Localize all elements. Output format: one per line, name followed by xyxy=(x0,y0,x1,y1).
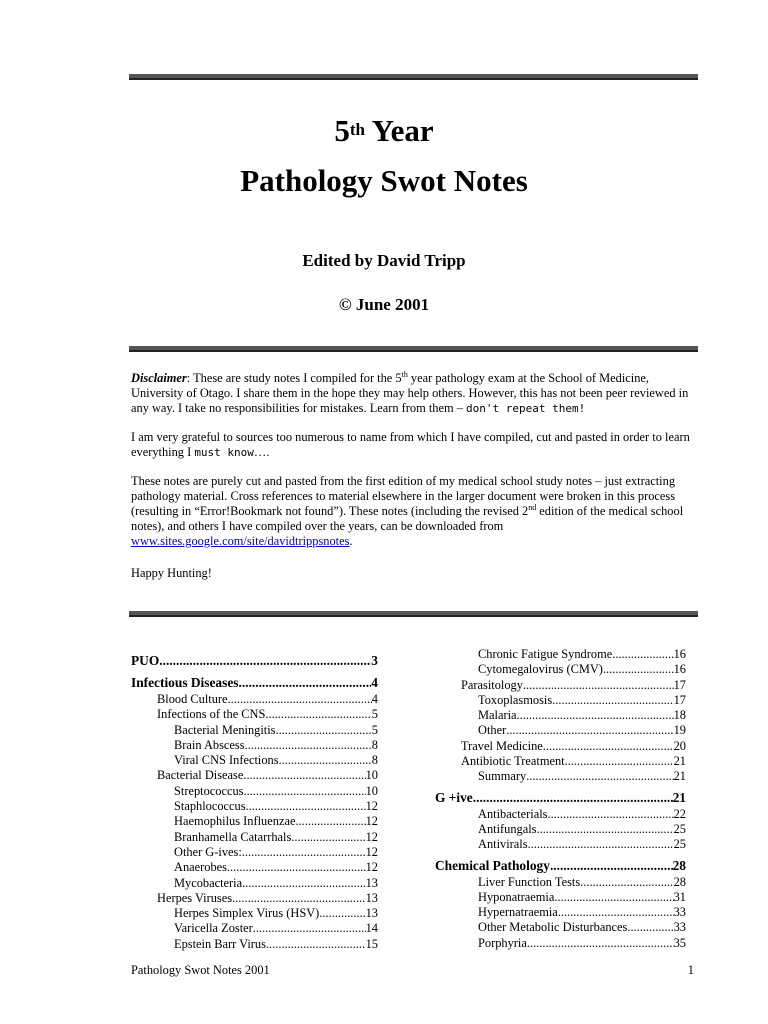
toc-leader-dots xyxy=(558,905,674,920)
toc-leader-dots xyxy=(517,708,674,723)
toc-entry-label: Summary xyxy=(478,769,527,784)
title-year xyxy=(0,113,768,149)
toc-entry[interactable] xyxy=(435,890,686,905)
toc-heading-entry[interactable] xyxy=(131,674,378,692)
toc-entry-label: Bacterial Disease xyxy=(157,768,244,783)
toc-entry-label: Bacterial Meningitis xyxy=(174,722,276,737)
footer-page-number: 1 xyxy=(687,963,694,977)
toc-entry[interactable] xyxy=(435,647,686,662)
disclaimer-label: Disclaimer xyxy=(131,371,187,385)
toc-entry-page: 8 xyxy=(371,753,378,768)
toc-leader-dots xyxy=(244,784,366,799)
gratitude-emphasis: must know xyxy=(194,446,254,459)
toc-leader-dots xyxy=(612,647,673,662)
toc-entry[interactable] xyxy=(435,807,686,822)
toc-entry-page: 28 xyxy=(672,857,686,873)
toc-entry[interactable] xyxy=(131,921,378,936)
toc-leader-dots xyxy=(232,891,366,906)
toc-entry[interactable] xyxy=(435,769,686,784)
toc-entry[interactable] xyxy=(435,739,686,754)
footer-title: Pathology Swot Notes 2001 xyxy=(131,963,270,977)
toc-entry-page: 8 xyxy=(371,737,378,752)
middle-divider-rule xyxy=(129,346,698,352)
toc-leader-dots xyxy=(550,857,673,875)
toc-entry-label: Antivirals xyxy=(478,837,528,852)
toc-leader-dots xyxy=(227,860,366,875)
toc-entry-page: 4 xyxy=(371,675,378,690)
notes-paragraph xyxy=(131,474,701,549)
toc-entry-label: Travel Medicine xyxy=(461,738,543,753)
toc-leader-dots xyxy=(295,814,365,829)
toc-entry[interactable] xyxy=(131,814,378,829)
toc-entry[interactable] xyxy=(435,662,686,677)
toc-entry[interactable] xyxy=(435,822,686,837)
toc-entry-label: Malaria xyxy=(478,708,517,723)
toc-leader-dots xyxy=(245,738,372,753)
closing-line: Happy Hunting! xyxy=(131,566,212,580)
toc-entry[interactable] xyxy=(131,891,378,906)
toc-entry[interactable] xyxy=(131,753,378,768)
toc-entry-label: Other G-ives: xyxy=(174,844,242,859)
toc-entry-page: 31 xyxy=(673,889,686,904)
toc-entry-page: 17 xyxy=(673,677,686,692)
toc-entry-page: 22 xyxy=(673,806,686,821)
toc-leader-dots xyxy=(527,936,674,951)
top-divider-rule xyxy=(129,74,698,80)
toc-entry-page: 21 xyxy=(673,769,686,784)
title-year-superscript: th xyxy=(349,120,366,139)
toc-entry-page: 15 xyxy=(365,936,378,951)
toc-entry[interactable] xyxy=(131,876,378,891)
toc-entry-label: Cytomegalovirus (CMV) xyxy=(478,662,603,677)
toc-entry-label: Liver Function Tests xyxy=(478,874,581,889)
toc-entry[interactable] xyxy=(131,707,378,722)
toc-entry-label: Hyponatraemia xyxy=(478,889,555,904)
toc-leader-dots xyxy=(548,807,674,822)
toc-entry-page: 12 xyxy=(365,799,378,814)
toc-entry[interactable] xyxy=(131,799,378,814)
toc-entry-page: 18 xyxy=(673,708,686,723)
toc-entry-label: Varicella Zoster xyxy=(174,921,253,936)
toc-entry[interactable] xyxy=(131,860,378,875)
toc-entry[interactable] xyxy=(131,738,378,753)
toc-entry[interactable] xyxy=(435,837,686,852)
toc-leader-dots xyxy=(276,723,372,738)
document-title: Pathology Swot Notes xyxy=(240,163,528,198)
toc-entry-page: 16 xyxy=(673,662,686,677)
toc-entry-page: 12 xyxy=(365,814,378,829)
disclaimer-emphasis: don't repeat them! xyxy=(466,402,586,415)
toc-heading-entry[interactable] xyxy=(131,652,378,670)
toc-leader-dots xyxy=(526,769,673,784)
toc-leader-dots xyxy=(528,837,674,852)
toc-leader-dots xyxy=(265,707,371,722)
title-year-number: 5 xyxy=(334,113,350,148)
toc-entry-page: 25 xyxy=(673,821,686,836)
toc-left-column xyxy=(131,652,378,952)
toc-entry-label: Streptococcus xyxy=(174,783,244,798)
toc-entry-page: 12 xyxy=(365,844,378,859)
toc-heading-entry[interactable] xyxy=(435,857,686,875)
toc-entry-page: 12 xyxy=(365,860,378,875)
toc-entry[interactable] xyxy=(131,692,378,707)
toc-entry-page: 5 xyxy=(371,707,378,722)
toc-leader-dots xyxy=(291,830,365,845)
toc-entry[interactable] xyxy=(131,830,378,845)
toc-leader-dots xyxy=(523,678,674,693)
toc-entry-page: 13 xyxy=(365,875,378,890)
toc-entry-page: 33 xyxy=(673,920,686,935)
toc-entry[interactable] xyxy=(435,723,686,738)
toc-entry-page: 13 xyxy=(365,890,378,905)
toc-entry-label: PUO xyxy=(131,653,160,668)
toc-entry-label: Hypernatraemia xyxy=(478,905,558,920)
toc-entry-label: Viral CNS Infections xyxy=(174,753,279,768)
toc-entry-page: 10 xyxy=(365,768,378,783)
toc-entry-page: 3 xyxy=(371,653,378,668)
toc-entry-label: Branhamella Catarrhals xyxy=(174,829,292,844)
toc-leader-dots xyxy=(228,692,372,707)
toc-entry-label: Infectious Diseases xyxy=(131,675,239,690)
toc-leader-dots xyxy=(319,906,365,921)
toc-entry-page: 14 xyxy=(365,921,378,936)
toc-entry-label: Epstein Barr Virus xyxy=(174,936,266,951)
toc-entry-label: Antibiotic Treatment xyxy=(461,754,565,769)
toc-entry[interactable] xyxy=(435,754,686,769)
toc-entry-label: Other Metabolic Disturbances xyxy=(478,920,628,935)
toc-entry[interactable] xyxy=(435,905,686,920)
toc-leader-dots xyxy=(253,921,366,936)
toc-leader-dots xyxy=(627,920,673,935)
title-year-word: Year xyxy=(371,113,434,148)
toc-leader-dots xyxy=(159,652,371,670)
toc-entry[interactable] xyxy=(435,875,686,890)
disclaimer-text-2: year pathology exam at the School of Medicine, University of Otago. I share them in the hope they may help others. However, this has not been peer reviewed in any way. I take no responsibilities for mistakes. Learn from them – xyxy=(131,371,689,415)
editor-credit: Edited by David Tripp xyxy=(302,251,466,270)
toc-leader-dots xyxy=(279,753,372,768)
toc-heading-entry[interactable] xyxy=(435,789,686,807)
toc-entry-page: 21 xyxy=(672,789,686,805)
toc-entry-page: 33 xyxy=(673,905,686,920)
toc-entry-label: Other xyxy=(478,723,507,738)
toc-entry[interactable] xyxy=(435,920,686,935)
toc-entry[interactable] xyxy=(131,723,378,738)
toc-leader-dots xyxy=(552,693,673,708)
toc-entry-page: 5 xyxy=(371,722,378,737)
toc-leader-dots xyxy=(603,662,674,677)
toc-entry[interactable] xyxy=(131,784,378,799)
notes-text-1: These notes are purely cut and pasted from the first edition of my medical school study notes – just extracting pathology material. Cross references to material elsewhere in the larger document were broken in this process (resulting in “Error!Bookmark not found”). These notes (including the revised 2 xyxy=(131,474,676,518)
toc-entry-label: Brain Abscess xyxy=(174,737,245,752)
notes-text-3: . xyxy=(349,534,353,548)
toc-entry-label: Blood Culture xyxy=(157,692,228,706)
gratitude-text-1: I am very grateful to sources too numerous to name from which I have compiled, cut and pasted in order to learn everything I xyxy=(131,430,690,459)
toc-entry[interactable] xyxy=(435,693,686,708)
toc-entry-page: 12 xyxy=(365,829,378,844)
toc-entry-label: Infections of the CNS xyxy=(157,707,266,722)
gratitude-paragraph xyxy=(131,430,701,460)
toc-entry-page: 13 xyxy=(365,906,378,921)
toc-entry-label: Chemical Pathology xyxy=(435,857,550,873)
toc-entry-label: Porphyria xyxy=(478,935,527,950)
disclaimer-superscript: th xyxy=(401,369,408,379)
toc-entry[interactable] xyxy=(435,678,686,693)
toc-divider-rule xyxy=(129,611,698,617)
toc-entry[interactable] xyxy=(131,845,378,860)
toc-entry-label: Herpes Simplex Virus (HSV) xyxy=(174,906,320,921)
toc-entry-label: Mycobacteria xyxy=(174,875,243,890)
toc-entry-label: Anaerobes xyxy=(174,860,227,875)
toc-entry[interactable] xyxy=(131,937,378,952)
toc-entry[interactable] xyxy=(435,708,686,723)
toc-entry-label: Antibacterials xyxy=(478,806,548,821)
toc-entry[interactable] xyxy=(131,768,378,783)
toc-leader-dots xyxy=(242,876,365,891)
notes-download-link[interactable]: www.sites.google.com/site/davidtrippsnotes xyxy=(131,534,350,548)
toc-leader-dots xyxy=(243,768,365,783)
notes-superscript: nd xyxy=(528,502,537,512)
toc-leader-dots xyxy=(565,754,674,769)
toc-entry-page: 25 xyxy=(673,837,686,852)
toc-entry-page: 20 xyxy=(673,738,686,753)
toc-entry-page: 21 xyxy=(673,754,686,769)
toc-entry-label: G +ive xyxy=(435,789,473,805)
toc-leader-dots xyxy=(473,789,673,807)
toc-entry-label: Parasitology xyxy=(461,677,523,692)
toc-entry-page: 4 xyxy=(371,692,378,706)
toc-entry-page: 19 xyxy=(673,723,686,738)
toc-entry-label: Herpes Viruses xyxy=(157,890,233,905)
toc-leader-dots xyxy=(580,875,673,890)
copyright-date: © June 2001 xyxy=(338,295,430,314)
toc-leader-dots xyxy=(554,890,673,905)
toc-entry-label: Staphlococcus xyxy=(174,799,246,814)
toc-leader-dots xyxy=(543,739,674,754)
toc-entry-page: 35 xyxy=(673,935,686,950)
gratitude-text-2: …. xyxy=(253,445,270,459)
toc-leader-dots xyxy=(266,937,366,952)
toc-entry-label: Chronic Fatigue Syndrome xyxy=(478,647,613,661)
toc-entry-label: Haemophilus Influenzae xyxy=(174,814,296,829)
toc-leader-dots xyxy=(506,723,673,738)
toc-entry-page: 16 xyxy=(673,647,686,661)
disclaimer-paragraph xyxy=(131,371,701,416)
toc-entry-page: 10 xyxy=(365,783,378,798)
toc-entry-page: 28 xyxy=(673,874,686,889)
toc-entry-label: Toxoplasmosis xyxy=(478,692,553,707)
toc-right-column xyxy=(435,647,686,951)
toc-entry[interactable] xyxy=(435,936,686,951)
disclaimer-text-1: : These are study notes I compiled for the 5 xyxy=(186,371,402,385)
toc-entry-label: Antifungals xyxy=(478,821,537,836)
toc-leader-dots xyxy=(239,674,372,692)
toc-leader-dots xyxy=(242,845,366,860)
toc-leader-dots xyxy=(537,822,674,837)
toc-entry-page: 17 xyxy=(673,692,686,707)
toc-leader-dots xyxy=(246,799,366,814)
notes-text-2: edition of the medical school notes), and others I have compiled over the years, can be downloaded from xyxy=(131,504,684,533)
toc-entry[interactable] xyxy=(131,906,378,921)
